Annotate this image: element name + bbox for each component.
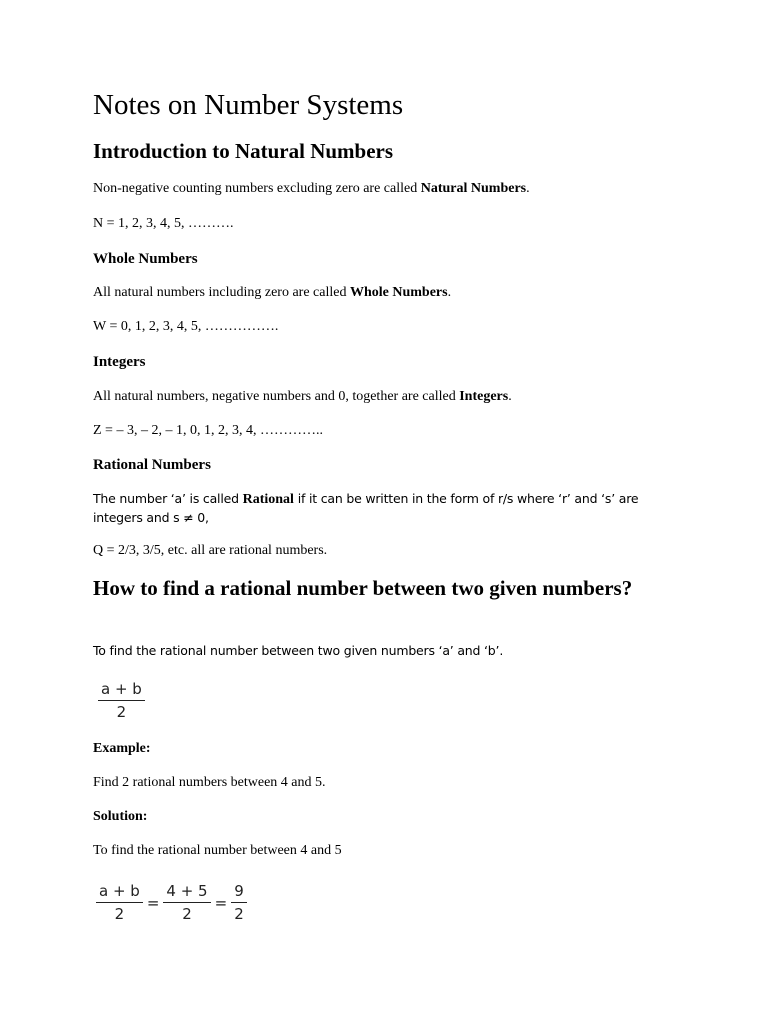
definition-rest: if it can be written in the form of r/s where ‘r’ and ‘s’ are integers and s ≠ 0, <box>93 491 639 525</box>
example-label: Example: <box>93 741 151 756</box>
rational-numbers-example: Q = 2/3, 3/5, etc. all are rational numbers. <box>93 543 328 558</box>
fraction <box>231 882 247 923</box>
fraction-numerator: 9 <box>231 882 247 903</box>
definition-punct: . <box>508 389 512 404</box>
natural-numbers-set: N = 1, 2, 3, 4, 5, ………. <box>93 216 234 231</box>
fraction <box>96 882 143 923</box>
definition-text: All natural numbers, negative numbers and 0, together are called <box>93 389 460 404</box>
fraction-numerator: 4 + 5 <box>163 882 210 903</box>
definition-term: Whole Numbers <box>349 285 448 300</box>
howto-intro: To find the rational number between two given numbers ‘a’ and ‘b’. <box>93 643 504 658</box>
heading-how-to-find: How to find a rational number between two given numbers? <box>93 576 633 600</box>
definition-text: The number ‘a’ is called <box>93 491 243 506</box>
whole-numbers-definition <box>93 284 451 301</box>
integers-definition <box>93 388 512 405</box>
definition-term: Rational <box>242 492 294 507</box>
fraction-denominator: 2 <box>234 905 244 923</box>
equals-sign: = <box>146 893 160 912</box>
integers-set: Z = – 3, – 2, – 1, 0, 1, 2, 3, 4, ………….. <box>93 423 323 438</box>
heading-whole-numbers: Whole Numbers <box>93 251 198 267</box>
definition-punct: . <box>526 181 530 196</box>
equals-sign: = <box>214 893 228 912</box>
definition-text: Non-negative counting numbers excluding zero are called <box>93 181 421 196</box>
fraction-denominator: 2 <box>114 905 125 923</box>
midpoint-formula <box>98 680 145 721</box>
fraction <box>163 882 210 923</box>
fraction-numerator: a + b <box>98 680 145 701</box>
definition-text: All natural numbers including zero are called <box>93 285 350 300</box>
whole-numbers-set: W = 0, 1, 2, 3, 4, 5, ……………. <box>93 319 279 334</box>
page-title: Notes on Number Systems <box>93 89 404 121</box>
definition-term: Integers <box>459 389 509 404</box>
solution-text: To find the rational number between 4 and 5 <box>93 843 342 858</box>
definition-punct: . <box>447 285 452 300</box>
solution-equation <box>96 882 247 923</box>
solution-label: Solution: <box>93 809 148 824</box>
heading-rational-numbers: Rational Numbers <box>93 457 211 473</box>
fraction <box>98 680 145 721</box>
rational-numbers-definition <box>93 490 673 528</box>
heading-integers: Integers <box>93 354 146 370</box>
fraction-denominator: 2 <box>116 703 127 721</box>
definition-term: Natural Numbers <box>420 181 527 196</box>
natural-numbers-definition <box>93 180 530 197</box>
example-text: Find 2 rational numbers between 4 and 5. <box>93 775 326 790</box>
heading-natural-numbers: Introduction to Natural Numbers <box>93 139 394 163</box>
fraction-numerator: a + b <box>96 882 143 903</box>
fraction-denominator: 2 <box>182 905 192 923</box>
